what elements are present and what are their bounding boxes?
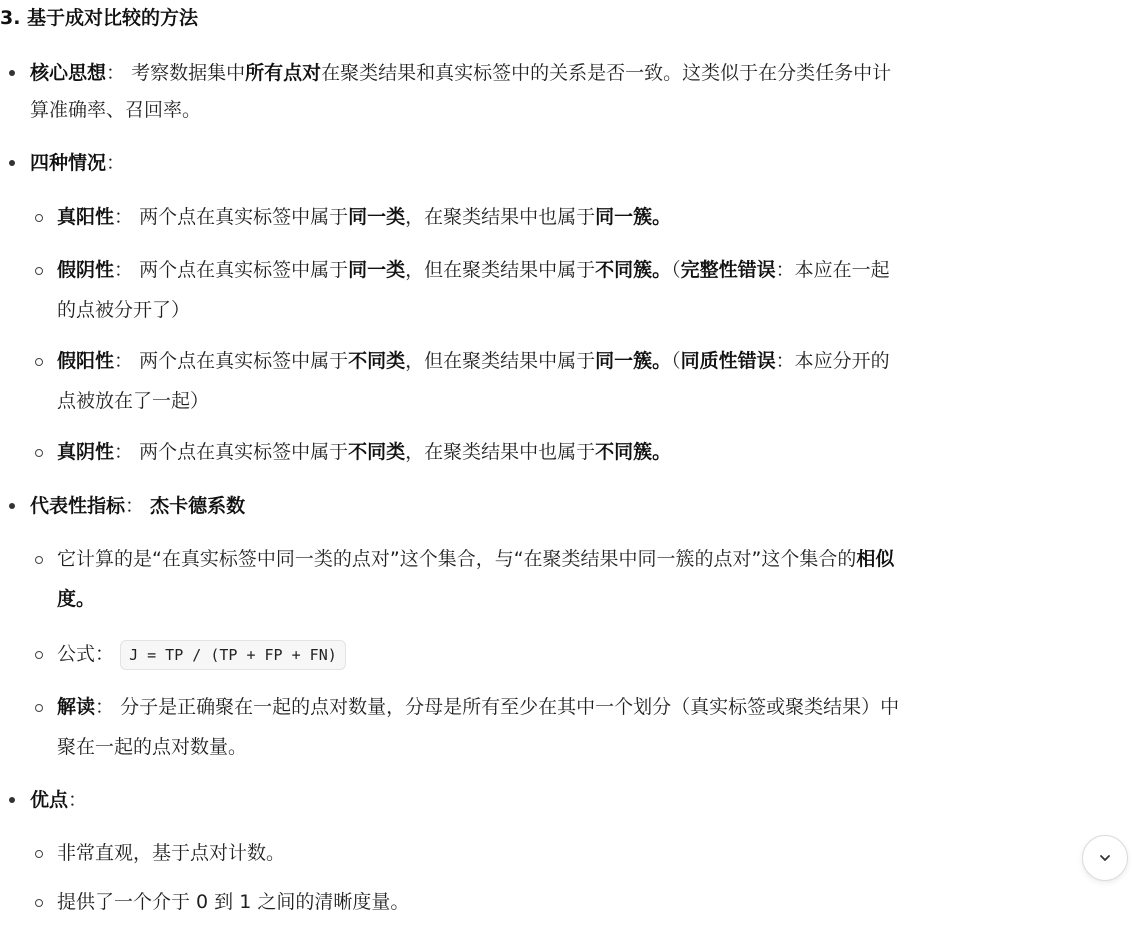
false-negative-line1 [57, 252, 890, 289]
pros-label: 优点 [30, 789, 69, 811]
text: （ [671, 259, 681, 281]
separator: ： [114, 350, 134, 372]
bold-text: 不同类 [348, 441, 406, 463]
bold-text: 所有点对 [245, 62, 322, 84]
sub-bullet-circle [35, 850, 43, 858]
formula-item [57, 636, 346, 673]
bold-text: 同一类 [348, 206, 406, 228]
sub-bullet-circle [35, 267, 43, 275]
chevron-down-icon [1097, 850, 1113, 866]
tn-label: 真阴性 [57, 441, 115, 463]
bold-text: 同一簇。 [595, 350, 672, 372]
text: 两个点在真实标签中属于 [139, 259, 349, 281]
core-idea-line1 [30, 55, 891, 92]
text: ，但在聚类结果中属于 [405, 259, 596, 281]
core-idea-label: 核心思想 [30, 62, 107, 84]
text: ：本应分开的 [775, 350, 890, 372]
fp-label: 假阳性 [57, 350, 115, 372]
interpretation-label: 解读 [57, 696, 96, 718]
separator: ： [95, 696, 115, 718]
bullet-dot [9, 503, 15, 509]
scroll-to-bottom-button[interactable] [1082, 835, 1128, 881]
tp-label: 真阳性 [57, 206, 115, 228]
text: 在聚类结果和真实标签中的关系是否一致。这类似于在分类任务中计 [321, 62, 892, 84]
bold-text: 不同簇。 [595, 259, 672, 281]
pros-item: 非常直观，基于点对计数。 [57, 842, 286, 864]
text: 两个点在真实标签中属于 [139, 441, 349, 463]
interpretation-line2: 聚在一起的点对数量。 [57, 736, 248, 758]
pros-item: 提供了一个介于 0 到 1 之间的清晰度量。 [57, 891, 410, 913]
fn-label: 假阴性 [57, 259, 115, 281]
text: ：本应在一起 [775, 259, 890, 281]
separator: ： [106, 62, 126, 84]
sub-bullet-circle [35, 214, 43, 222]
text: 分子是正确聚在一起的点对数量，分母是所有至少在其中一个划分（真实标签或聚类结果）中 [120, 696, 900, 718]
separator: ： [114, 206, 134, 228]
sub-bullet-circle [35, 449, 43, 457]
bold-text: 完整性错误 [680, 259, 776, 281]
separator: ： [106, 152, 126, 174]
four-cases-heading [30, 145, 125, 182]
false-negative-line2: 的点被分开了） [57, 299, 191, 321]
bold-text: 同质性错误 [680, 350, 776, 372]
text: ，在聚类结果中也属于 [405, 441, 596, 463]
bullet-dot [9, 70, 15, 76]
text: （ [671, 350, 681, 372]
interpretation-line1 [57, 689, 899, 726]
metric-heading [30, 488, 245, 525]
metric-name: 杰卡德系数 [150, 495, 246, 517]
sub-bullet-circle [35, 704, 43, 712]
separator: ： [114, 259, 134, 281]
bullet-dot [9, 160, 15, 166]
sub-bullet-circle [35, 556, 43, 564]
true-positive-item [57, 199, 671, 236]
sub-bullet-circle [35, 358, 43, 366]
text: ，但在聚类结果中属于 [405, 350, 596, 372]
text: 两个点在真实标签中属于 [139, 350, 349, 372]
bold-text: 不同类 [348, 350, 406, 372]
sub-bullet-circle [35, 899, 43, 907]
true-negative-item [57, 434, 671, 471]
pros-heading [30, 782, 87, 819]
text: ，在聚类结果中也属于 [405, 206, 596, 228]
text: 考察数据集中 [131, 62, 246, 84]
false-positive-line2: 点被放在了一起） [57, 390, 210, 412]
formula-label: 公式： [57, 643, 115, 665]
core-idea-line2: 算准确率、召回率。 [30, 99, 202, 121]
separator: ： [114, 441, 134, 463]
section-heading: 3. 基于成对比较的方法 [0, 7, 199, 29]
separator: ： [68, 789, 88, 811]
separator: ： [125, 495, 145, 517]
text: 两个点在真实标签中属于 [139, 206, 349, 228]
sub-bullet-circle [35, 651, 43, 659]
text: 它计算的是“在真实标签中同一类的点对”这个集合，与“在聚类结果中同一簇的点对”这个集合的 [57, 548, 857, 570]
bold-text: 不同簇。 [595, 441, 672, 463]
bold-text: 同一簇。 [595, 206, 672, 228]
metric-desc-line2 [57, 581, 95, 618]
metric-desc-line1 [57, 541, 894, 578]
bold-text: 同一类 [348, 259, 406, 281]
false-positive-line1 [57, 343, 890, 380]
bold-text: 度。 [57, 588, 96, 610]
bullet-dot [9, 797, 15, 803]
formula-code: J = TP / (TP + FP + FN) [120, 640, 346, 670]
four-cases-label: 四种情况 [30, 152, 107, 174]
metric-label: 代表性指标 [30, 495, 126, 517]
bold-text: 相似 [856, 548, 895, 570]
